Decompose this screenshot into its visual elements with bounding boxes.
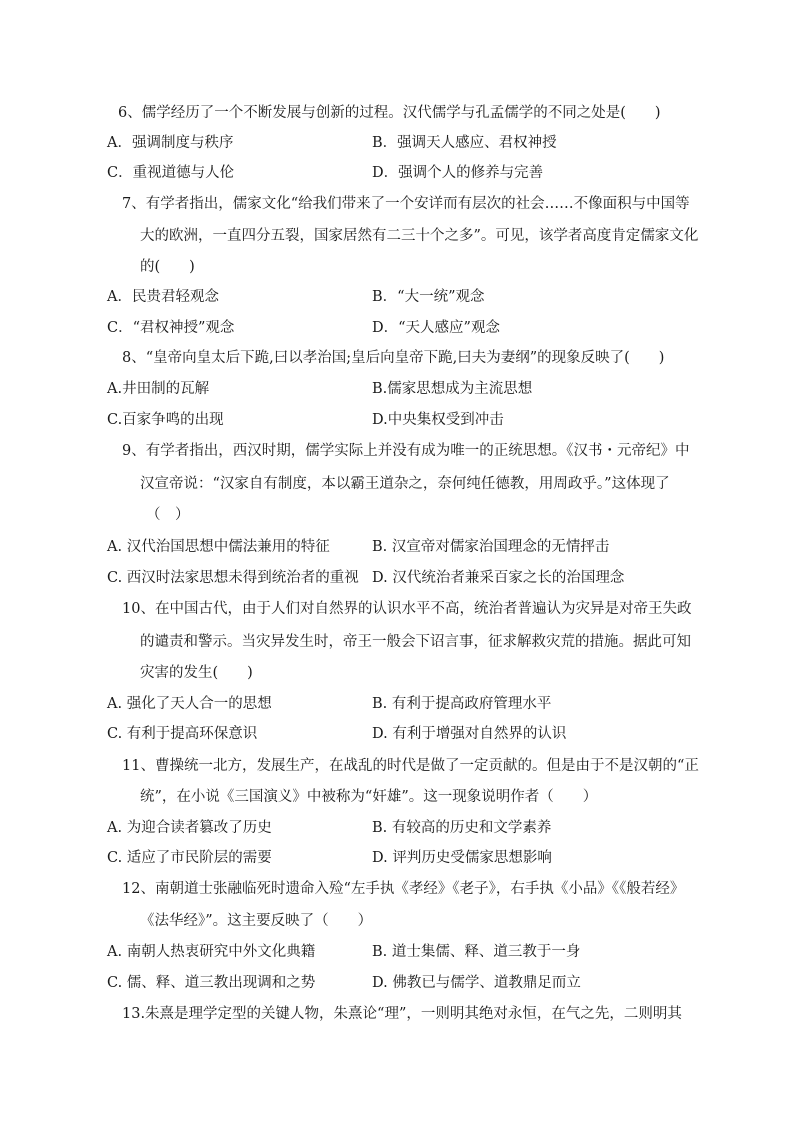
question-12-stem-line-1: 12、南朝道士张融临死时遗命入殓“左手执《孝经》《老子》，右手执《小品》《《般若经》: [122, 881, 685, 897]
question-12-option-a: A. 南朝人热衷研究中外文化典籍: [107, 944, 316, 960]
question-9-option-d: D. 汉代统治者兼采百家之长的治国理念: [372, 570, 625, 586]
question-8-option-a: A.井田制的瓦解: [107, 381, 210, 397]
question-12-option-d: D. 佛教已与儒学、道教鼎足而立: [372, 975, 581, 991]
question-13-stem-line-1: 13.朱熹是理学定型的关键人物，朱熹论“理”，一则明其绝对永恒，在气之先，二则明其: [122, 1006, 682, 1022]
question-7-stem-line-3: 的( ): [140, 259, 195, 275]
question-12-option-b: B. 道士集儒、释、道三教于一身: [372, 944, 581, 960]
question-11-stem-line-2: 统”，在小说《三国演义》中被称为“奸雄”。这一现象说明作者（ ）: [140, 789, 598, 805]
question-12-stem-line-2: 《法华经》”。这主要反映了（ ）: [140, 913, 373, 929]
question-10-option-d: D. 有利于增强对自然界的认识: [372, 726, 567, 742]
question-10-option-a: A. 强化了天人合一的思想: [107, 696, 272, 712]
question-6-option-d: D．强调个人的修养与完善: [372, 165, 544, 181]
question-6-option-a: A．强调制度与秩序: [107, 135, 234, 151]
question-7-option-c: C．“君权神授”观念: [107, 320, 235, 336]
question-6-option-b: B．强调天人感应、君权神授: [372, 135, 557, 151]
question-9-option-c: C. 西汉时法家思想未得到统治者的重视: [107, 570, 359, 586]
question-6-option-c: C．重视道德与人伦: [107, 165, 235, 181]
question-11-option-b: B. 有较高的历史和文学素养: [372, 820, 552, 836]
question-7-stem-line-2: 大的欧洲，一直四分五裂，国家居然有二三十个之多”。可见，该学者高度肯定儒家文化: [140, 228, 699, 244]
question-8-option-c: C.百家争鸣的出现: [107, 412, 224, 428]
question-11-option-a: A. 为迎合读者篡改了历史: [107, 820, 272, 836]
question-11-option-c: C. 适应了市民阶层的需要: [107, 850, 272, 866]
question-10-stem-line-1: 10、在中国古代，由于人们对自然界的认识水平不高，统治者普遍认为灾异是对帝王失政: [122, 601, 692, 617]
question-9-option-a: A. 汉代治国思想中儒法兼用的特征: [107, 539, 330, 555]
question-11-stem-line-1: 11、曹操统一北方，发展生产，在战乱的时代是做了一定贡献的。但是由于不是汉朝的“正: [122, 758, 699, 774]
question-11-option-d: D. 评判历史受儒家思想影响: [372, 850, 552, 866]
question-12-option-c: C. 儒、释、道三教出现调和之势: [107, 975, 316, 991]
question-8-option-d: D.中央集权受到冲击: [372, 412, 504, 428]
question-7-stem-line-1: 7、有学者指出，儒家文化“给我们带来了一个安详而有层次的社会……不像面积与中国等: [122, 196, 690, 212]
question-6-stem: 6、儒学经历了一个不断发展与创新的过程。汉代儒学与孔孟儒学的不同之处是( ): [118, 105, 661, 121]
question-7-option-b: B．“大一统”观念: [372, 289, 485, 305]
question-9-stem-line-3: （ ）: [146, 507, 190, 523]
question-10-stem-line-3: 灾害的发生( ): [140, 665, 253, 681]
question-10-option-c: C. 有利于提高环保意识: [107, 726, 258, 742]
question-10-stem-line-2: 的谴责和警示。当灾异发生时，帝王一般会下诏言事，征求解救灾荒的措施。据此可知: [140, 634, 691, 650]
question-8-stem: 8、“皇帝向皇太后下跪,曰以孝治国;皇后向皇帝下跪,曰夫为妻纲”的现象反映了( ): [122, 350, 665, 366]
question-10-option-b: B. 有利于提高政府管理水平: [372, 696, 552, 712]
question-7-option-a: A．民贵君轻观念: [107, 289, 219, 305]
question-9-stem-line-2: 汉宣帝说：“汉家自有制度，本以霸王道杂之，奈何纯任德教，用周政乎。”这体现了: [140, 476, 670, 492]
question-8-option-b: B.儒家思想成为主流思想: [372, 381, 533, 397]
question-9-option-b: B. 汉宣帝对儒家治国理念的无情抨击: [372, 539, 610, 555]
question-9-stem-line-1: 9、有学者指出，西汉时期，儒学实际上并没有成为唯一的正统思想。《汉书・元帝纪》中: [122, 443, 690, 459]
question-7-option-d: D．“天人感应”观念: [372, 320, 500, 336]
